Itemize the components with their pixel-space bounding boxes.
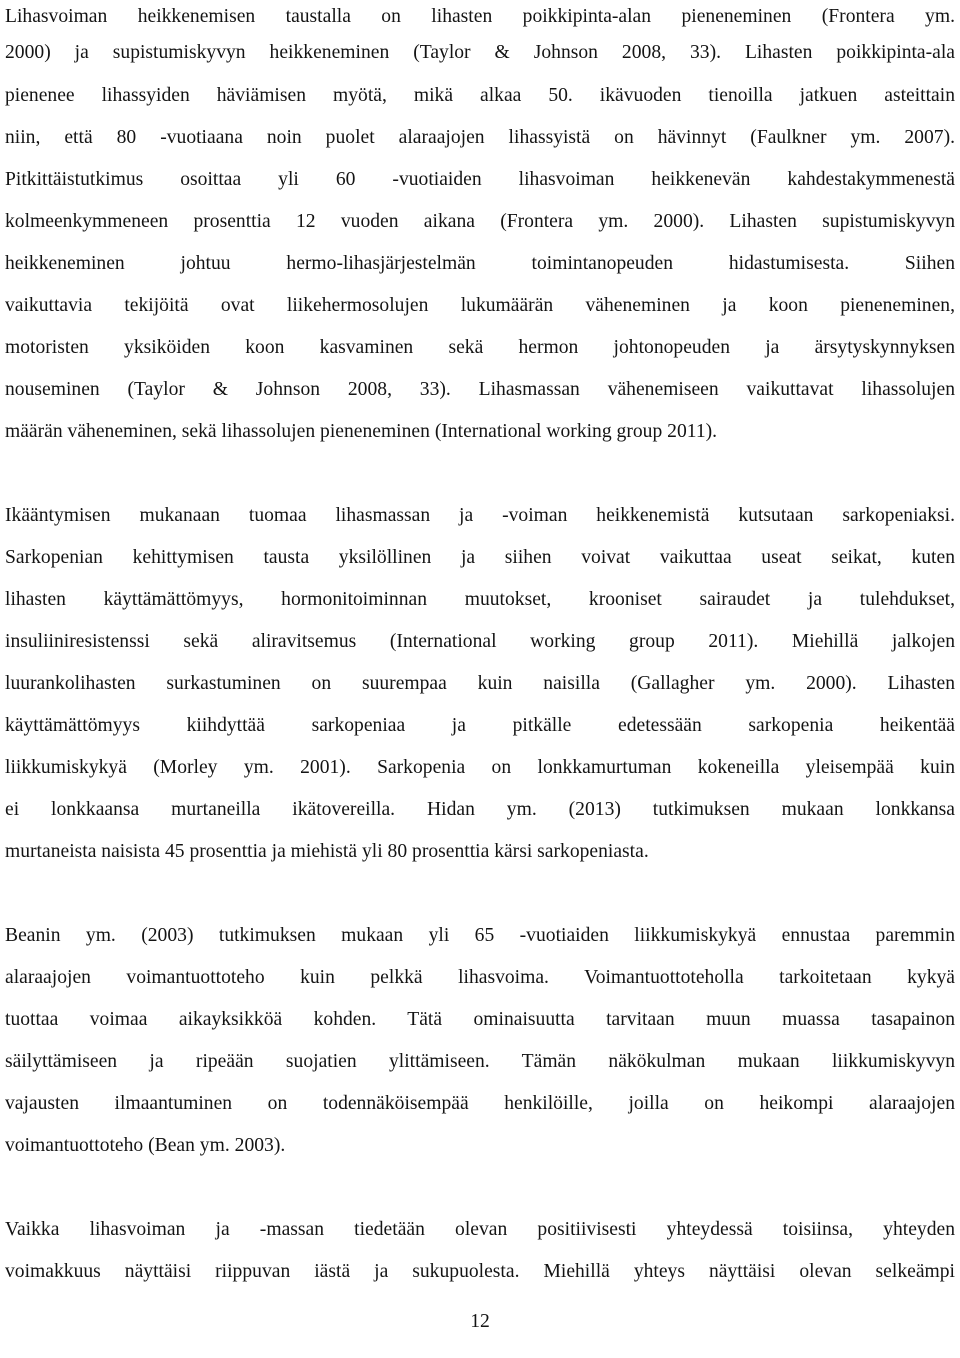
text-line: luurankolihasten surkastuminen on suurempaa kuin naisilla (Gallagher ym. 2000). Lihasten — [5, 673, 955, 694]
text-line: Ikääntymisen mukanaan tuomaa lihasmassan ja -voiman heikkenemistä kutsutaan sarkopeniaksi. — [5, 505, 955, 526]
text-line: ei lonkkaansa murtaneilla ikätovereilla. Hidan ym. (2013) tutkimuksen mukaan lonkkansa — [5, 799, 955, 820]
text-line: Lihasvoiman heikkenemisen taustalla on lihasten poikkipinta-alan pieneneminen (Frontera ym. — [5, 6, 955, 27]
text-line: heikkeneminen johtuu hermo-lihasjärjestelmän toimintanopeuden hidastumisesta. Siihen — [5, 253, 955, 274]
text-line: vaikuttavia tekijöitä ovat liikehermosolujen lukumäärän väheneminen ja koon pieneneminen, — [5, 295, 955, 316]
text-line: säilyttämiseen ja ripeään suojatien ylittämiseen. Tämän näkökulman mukaan liikkumiskyvyn — [5, 1051, 955, 1072]
text-line: insuliiniresistenssi sekä aliravitsemus (International working group 2011). Miehillä jalkojen — [5, 631, 955, 652]
text-line: tuottaa voimaa aikayksikköä kohden. Tätä ominaisuutta tarvitaan muun muassa tasapainon — [5, 1009, 955, 1030]
text-line: voimantuottoteho (Bean ym. 2003). — [5, 1135, 286, 1156]
text-line: alaraajojen voimantuottoteho kuin pelkkä lihasvoima. Voimantuottoteholla tarkoitetaan kykyä — [5, 967, 955, 988]
text-line: pienenee lihassyiden häviämisen myötä, mikä alkaa 50. ikävuoden tienoilla jatkuen asteittain — [5, 85, 955, 106]
text-line: vajausten ilmaantuminen on todennäköisempää henkilöille, joilla on heikompi alaraajojen — [5, 1093, 955, 1114]
text-line: motoristen yksiköiden koon kasvaminen sekä hermon johtonopeuden ja ärsytyskynnyksen — [5, 337, 955, 358]
text-line: käyttämättömyys kiihdyttää sarkopeniaa ja pitkälle edetessään sarkopenia heikentää — [5, 715, 955, 736]
text-line: 2000) ja supistumiskyvyn heikkeneminen (Taylor & Johnson 2008, 33). Lihasten poikkipinta-ala — [5, 42, 955, 63]
text-line: murtaneista naisista 45 prosenttia ja miehistä yli 80 prosenttia kärsi sarkopeniasta. — [5, 841, 649, 862]
text-line: Beanin ym. (2003) tutkimuksen mukaan yli 65 -vuotiaiden liikkumiskykyä ennustaa paremmin — [5, 925, 955, 946]
text-line: nouseminen (Taylor & Johnson 2008, 33). Lihasmassan vähenemiseen vaikuttavat lihassolujen — [5, 379, 955, 400]
text-line: Pitkittäistutkimus osoittaa yli 60 -vuotiaiden lihasvoiman heikkenevän kahdestakymmenestä — [5, 169, 955, 190]
text-line: lihasten käyttämättömyys, hormonitoiminnan muutokset, krooniset sairaudet ja tulehdukset, — [5, 589, 955, 610]
text-line: Sarkopenian kehittymisen tausta yksilöllinen ja siihen voivat vaikuttaa useat seikat, kuten — [5, 547, 955, 568]
page-number: 12 — [470, 1311, 490, 1332]
text-line: liikkumiskykyä (Morley ym. 2001). Sarkopenia on lonkkamurtuman kokeneilla yleisempää kuin — [5, 757, 955, 778]
text-line: määrän väheneminen, sekä lihassolujen pieneneminen (International working group 2011). — [5, 421, 718, 442]
text-line: voimakkuus näyttäisi riippuvan iästä ja sukupuolesta. Miehillä yhteys näyttäisi olevan selkeämpi — [5, 1261, 955, 1282]
text-line: kolmeenkymmeneen prosenttia 12 vuoden aikana (Frontera ym. 2000). Lihasten supistumiskyvyn — [5, 211, 955, 232]
text-line: Vaikka lihasvoiman ja -massan tiedetään olevan positiivisesti yhteydessä toisiinsa, yhteyden — [5, 1219, 955, 1240]
text-line: niin, että 80 -vuotiaana noin puolet alaraajojen lihassyistä on hävinnyt (Faulkner ym. 2007). — [5, 127, 955, 148]
